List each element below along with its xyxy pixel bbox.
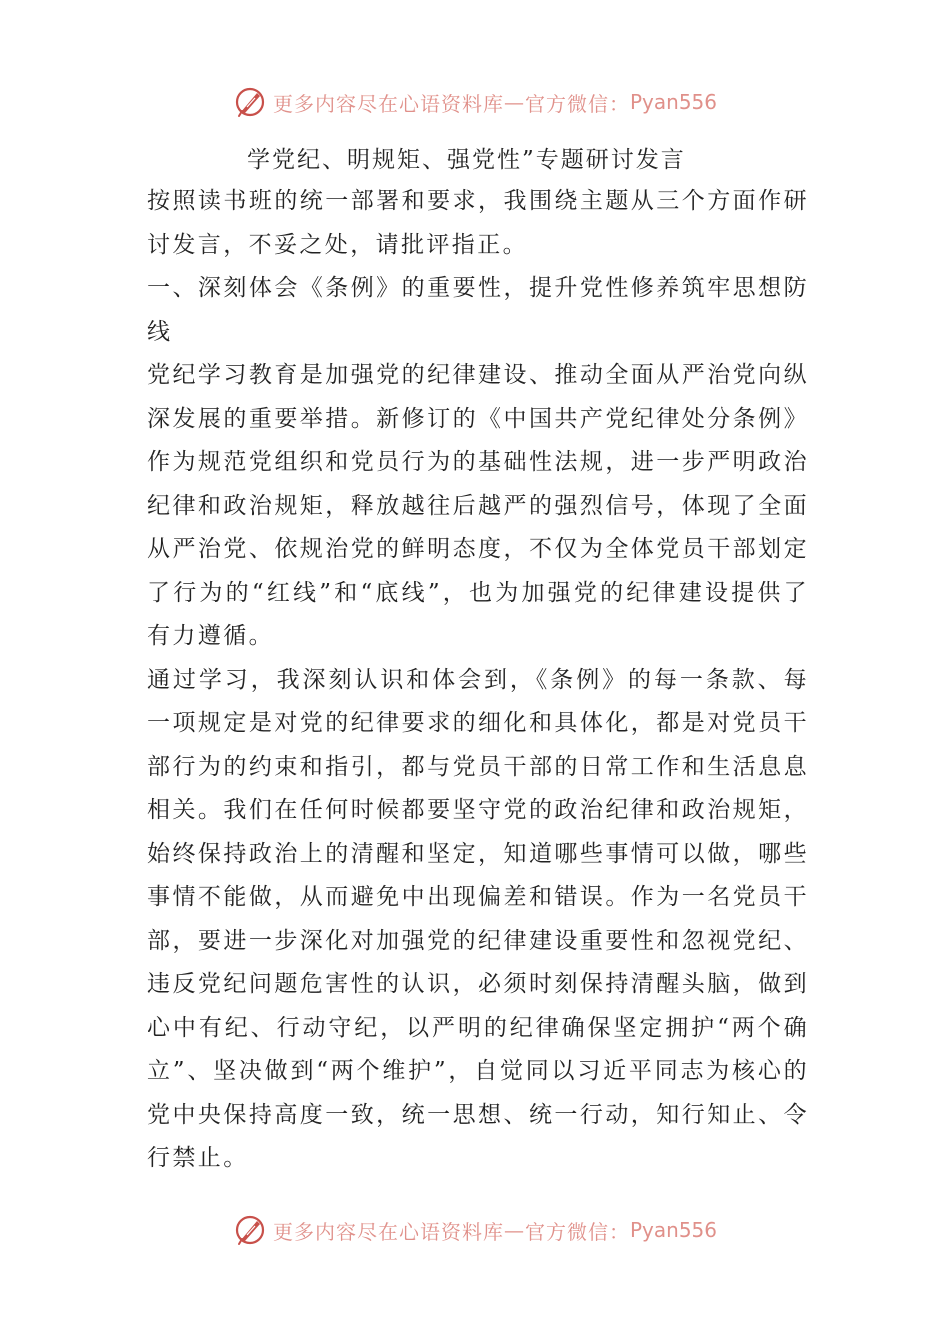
watermark-separator: — — [503, 90, 525, 114]
watermark-wechat-id: Pyan556 — [629, 90, 717, 114]
watermark-wechat-id: Pyan556 — [629, 1218, 717, 1242]
document-title: 学党纪、明规矩、强党性”专题研讨发言 — [247, 147, 686, 173]
watermark-header — [0, 82, 950, 122]
document-body — [147, 140, 809, 1181]
watermark-official-label: 官方微信： — [524, 1219, 630, 1244]
paragraph-body-2: 通过学习，我深刻认识和体会到，《条例》的每一条款、每一项规定是对党的纪律要求的细化和具体化，都是对党员干部行为的约束和指引，都与党员干部的日常工作和生活息息相关。我们在任何时候都要坚守党的政治纪律和政治规矩，始终保持政治上的清醒和坚定，知道哪些事情可以做，哪些事情不能做，从而避免中出现偏差和错误。作为一名党员干部，要进一步深化对加强党的纪律建设重要性和忽视党纪、违反党纪问题危害性的认识，必须时刻保持清醒头脑，做到心中有纪、行动守纪，以严明的纪律确保坚定拥护“两个确立”、坚决做到“两个维护”，自觉同以习近平同志为核心的党中央保持高度一致，统一思想、统一行动，知行知止、令行禁止。 — [147, 666, 809, 1171]
watermark-text: 更多内容尽在心语资料库 — [272, 91, 504, 116]
watermark-text: 更多内容尽在心语资料库 — [272, 1219, 504, 1244]
section-heading-1: 一、深刻体会《条例》的重要性，提升党性修养筑牢思想防线 — [147, 275, 809, 345]
quill-pen-logo-icon — [233, 85, 267, 119]
watermark-footer — [0, 1210, 950, 1250]
paragraph-body-1: 党纪学习教育是加强党的纪律建设、推动全面从严治党向纵深发展的重要举措。新修订的《中国共产党纪律处分条例》作为规范党组织和党员行为的基础性法规，进一步严明政治纪律和政治规矩，释放越往后越严的强烈信号，体现了全面从严治党、依规治党的鲜明态度，不仅为全体党员干部划定了行为的“红线”和“底线”，也为加强党的纪律建设提供了有力遵循。 — [147, 362, 809, 649]
paragraph-intro: 按照读书班的统一部署和要求，我围绕主题从三个方面作研讨发言，不妥之处，请批评指正。 — [147, 188, 809, 258]
watermark-separator: — — [503, 1218, 525, 1242]
quill-pen-logo-icon — [233, 1213, 267, 1247]
watermark-official-label: 官方微信： — [524, 91, 630, 116]
